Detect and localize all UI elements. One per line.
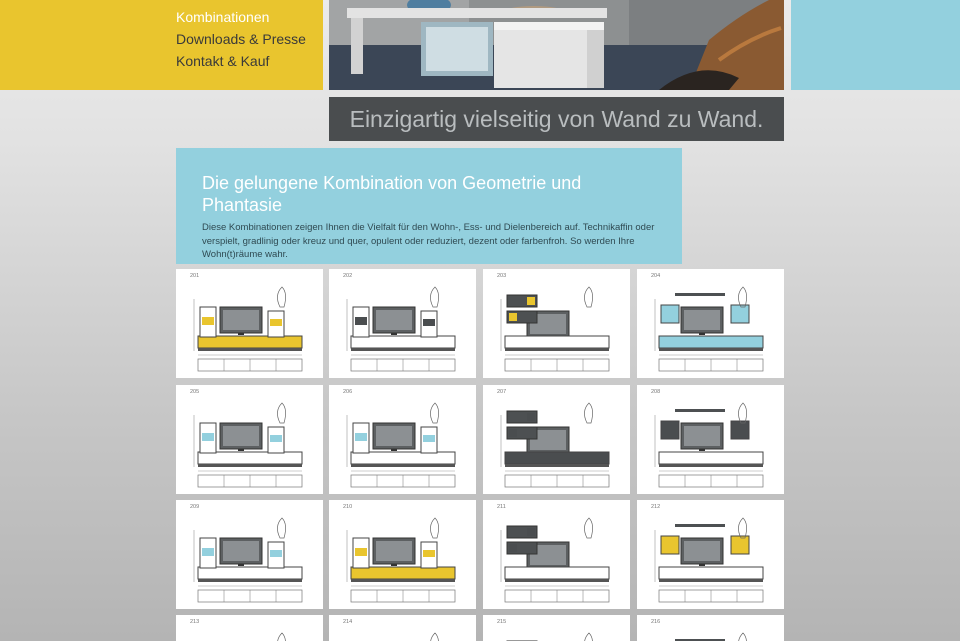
combination-tile[interactable] — [637, 615, 784, 641]
intro-box — [176, 148, 682, 264]
combination-tile[interactable] — [483, 500, 630, 609]
intro-title: Die gelungene Kombination von Geometrie und Phantasie — [202, 173, 582, 215]
combination-number: 202 — [343, 273, 353, 279]
combination-grid — [176, 269, 784, 641]
combination-number: 211 — [497, 504, 506, 510]
combination-tile[interactable] — [483, 269, 630, 378]
combination-drawing — [483, 269, 630, 378]
combination-tile[interactable] — [176, 269, 323, 378]
combination-drawing — [637, 385, 784, 494]
combination-drawing — [176, 269, 323, 378]
combination-number: 204 — [651, 273, 661, 279]
intro-text: Diese Kombinationen zeigen Ihnen die Vielfalt für den Wohn-, Ess- und Dielenbereich auf. Technikaffin oder verspielt, gradlinig oder kreuz und quer, opulent oder reduziert, dezent oder farbenfroh. So werden Ihre Wohn(t)räume wahr. — [202, 222, 655, 260]
accent-block — [791, 0, 960, 90]
combination-number: 201 — [190, 273, 200, 279]
combination-tile[interactable] — [637, 269, 784, 378]
combination-number: 209 — [190, 504, 200, 510]
combination-tile[interactable] — [176, 500, 323, 609]
combination-tile[interactable] — [176, 385, 323, 494]
combination-tile[interactable] — [637, 500, 784, 609]
combination-number: 215 — [497, 619, 507, 625]
hero-image — [329, 0, 784, 90]
combination-drawing — [637, 615, 784, 641]
nav-item-kombinationen[interactable]: Kombinationen — [176, 9, 270, 25]
combination-tile[interactable] — [637, 385, 784, 494]
combination-drawing — [329, 615, 476, 641]
combination-number: 207 — [497, 389, 507, 395]
combination-drawing — [637, 269, 784, 378]
nav-panel — [0, 0, 323, 90]
main-nav — [176, 6, 306, 72]
combination-drawing — [483, 385, 630, 494]
combination-tile[interactable] — [483, 385, 630, 494]
combination-number: 203 — [497, 273, 507, 279]
combination-tile[interactable] — [483, 615, 630, 641]
combination-tile[interactable] — [329, 500, 476, 609]
combination-tile[interactable] — [329, 269, 476, 378]
nav-item-downloads-presse[interactable]: Downloads & Presse — [176, 31, 306, 47]
combination-drawing — [176, 500, 323, 609]
combination-drawing — [483, 500, 630, 609]
combination-number: 208 — [651, 389, 661, 395]
combination-number: 214 — [343, 619, 353, 625]
combination-drawing — [483, 615, 630, 641]
combination-drawing — [176, 385, 323, 494]
combination-tile[interactable] — [329, 385, 476, 494]
combination-number: 205 — [190, 389, 200, 395]
slogan-banner: Einzigartig vielseitig von Wand zu Wand. — [329, 97, 784, 141]
combination-number: 213 — [190, 619, 200, 625]
combination-number: 206 — [343, 389, 353, 395]
combination-drawing — [637, 500, 784, 609]
combination-drawing — [329, 385, 476, 494]
nav-item-kontakt-kauf[interactable]: Kontakt & Kauf — [176, 53, 270, 69]
combination-number: 210 — [343, 504, 353, 510]
combination-drawing — [329, 500, 476, 609]
combination-tile[interactable] — [329, 615, 476, 641]
combination-drawing — [176, 615, 323, 641]
combination-number: 216 — [651, 619, 661, 625]
combination-drawing — [329, 269, 476, 378]
combination-number: 212 — [651, 504, 661, 510]
combination-tile[interactable] — [176, 615, 323, 641]
